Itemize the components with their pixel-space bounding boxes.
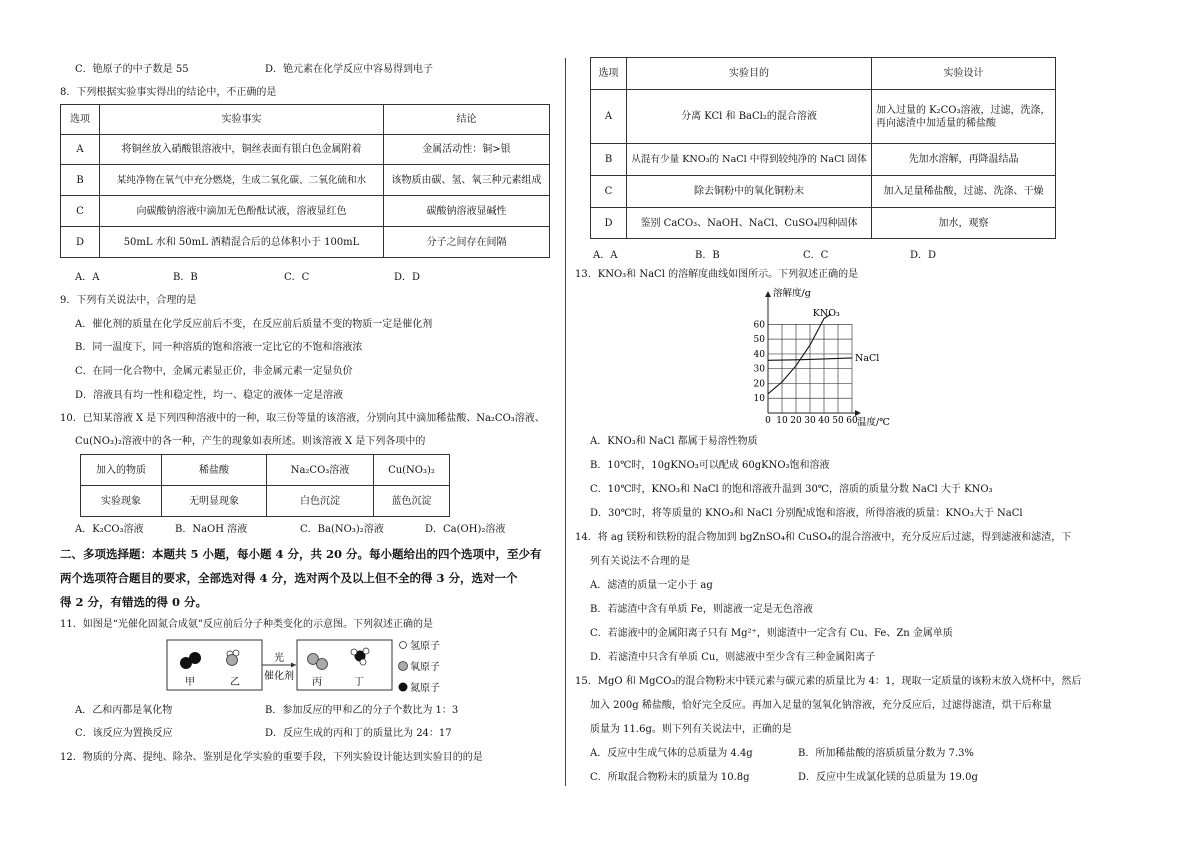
table-header: 实验设计 bbox=[872, 58, 1056, 90]
q13-option-d: D．30℃时，将等质量的 KNO₃和 NaCl 分别配成饱和溶液，所得溶液的质量：KNO₃大于 NaCl bbox=[590, 508, 1023, 519]
nitrogen-atom-icon bbox=[399, 683, 408, 692]
table-cell: 将铜丝放入硝酸银溶液中，铜丝表面有银白色金属附着 bbox=[100, 135, 384, 165]
q11-option-a: A．乙和丙都是氧化物 bbox=[75, 705, 173, 716]
q7-option-c: C．铯原子的中子数是 55 bbox=[75, 64, 189, 75]
q8-option-b: B．B bbox=[173, 272, 198, 283]
q15-option-d: D．反应中生成氯化镁的总质量为 19.0g bbox=[798, 772, 978, 783]
q10-stem-line2: Cu(NO₃)₂溶液中的各一种，产生的现象如表所述。则该溶液 X 是下列各项中的 bbox=[75, 436, 426, 447]
q9-option-c: C．在同一化合物中，金属元素显正价，非金属元素一定显负价 bbox=[75, 366, 353, 377]
chart-grid bbox=[768, 324, 852, 413]
q11-option-d: D．反应生成的丙和丁的质量比为 24：17 bbox=[265, 728, 452, 739]
q9-stem: 9．下列有关说法中，合理的是 bbox=[60, 295, 197, 306]
table-header: 选项 bbox=[591, 58, 627, 90]
x-tick-label: 20 bbox=[790, 416, 802, 426]
legend-nitrogen: 氮原子 bbox=[410, 683, 440, 694]
table-cell: A bbox=[61, 135, 100, 165]
y-tick-label: 30 bbox=[753, 364, 765, 375]
q8-option-d: D．D bbox=[394, 272, 421, 283]
x-tick-label: 40 bbox=[818, 416, 830, 426]
q15-stem-line1: 15．MgO 和 MgCO₃的混合物粉末中镁元素与碳元素的质量比为 4：1，现取一定质量的该粉末放入烧杯中，然后 bbox=[575, 676, 1082, 687]
table-row bbox=[591, 208, 1056, 239]
molecule-yi-icon bbox=[227, 650, 240, 666]
table-cell: 白色沉淀 bbox=[267, 486, 374, 517]
table-cell: 分子之间存在间隔 bbox=[384, 227, 550, 258]
chart-x-axis-label: 温度/℃ bbox=[857, 417, 890, 428]
q10-table bbox=[80, 454, 450, 517]
table-cell: 实验现象 bbox=[81, 486, 162, 517]
q15-option-a: A．反应中生成气体的总质量为 4.4g bbox=[590, 748, 753, 759]
table-header: 选项 bbox=[61, 105, 100, 135]
series-label: KNO₃ bbox=[812, 308, 840, 319]
oxygen-atom-icon bbox=[399, 662, 408, 671]
table-header: 实验事实 bbox=[100, 105, 384, 135]
table-cell: 先加水溶解，再降温结晶 bbox=[872, 144, 1056, 176]
q15-option-b: B．所加稀盐酸的溶质质量分数为 7.3% bbox=[798, 748, 974, 759]
chart-y-axis-label: 溶解度/g bbox=[773, 288, 811, 299]
table-cell: 鉴别 CaCO₃、NaOH、NaCl、CuSO₄四种固体 bbox=[627, 208, 872, 239]
x-tick-label: 60 bbox=[846, 416, 858, 426]
q10-stem-line1: 10．已知某溶液 X 是下列四种溶液中的一种，取三份等量的该溶液，分别向其中滴加稀盐酸、Na₂CO₃溶液、 bbox=[60, 413, 545, 424]
table-row bbox=[61, 227, 550, 258]
solubility-chart bbox=[735, 284, 895, 432]
section2-instruction-line3: 得 2 分，有错选的得 0 分。 bbox=[60, 595, 208, 609]
series-label: NaCl bbox=[855, 352, 880, 364]
q10-option-b: B．NaOH 溶液 bbox=[175, 524, 248, 535]
table-row bbox=[591, 90, 1056, 144]
q11-option-b: B．参加反应的甲和乙的分子个数比为 1：3 bbox=[265, 705, 459, 716]
q10-option-c: C．Ba(NO₃)₂溶液 bbox=[300, 524, 384, 535]
table-cell: C bbox=[591, 176, 627, 208]
x-tick-label: 10 bbox=[776, 416, 788, 426]
table-header: 稀盐酸 bbox=[162, 455, 267, 486]
table-cell: 加入足量稀盐酸，过滤、洗涤、干燥 bbox=[872, 176, 1056, 208]
q15-option-c: C．所取混合物粉末的质量为 10.8g bbox=[590, 772, 750, 783]
table-row bbox=[591, 144, 1056, 176]
q8-option-c: C．C bbox=[284, 272, 310, 283]
table-cell: 该物质由碳、氢、氧三种元素组成 bbox=[384, 165, 550, 196]
table-cell: 加水，观察 bbox=[872, 208, 1056, 239]
table-cell: 50mL 水和 50mL 酒精混合后的总体积小于 100mL bbox=[100, 227, 384, 258]
q12-table bbox=[590, 57, 1056, 239]
q10-option-a: A．K₂CO₃溶液 bbox=[75, 524, 144, 535]
x-tick-label: 50 bbox=[832, 416, 844, 426]
q12-option-b: B．B bbox=[695, 250, 720, 261]
catalyst-label: 催化剂 bbox=[264, 671, 294, 682]
q9-option-d: D．溶液具有均一性和稳定性，均一、稳定的液体一定是溶液 bbox=[75, 390, 344, 401]
q10-option-d: D．Ca(OH)₂溶液 bbox=[425, 524, 506, 535]
y-tick-label: 10 bbox=[753, 394, 765, 405]
table-header-row bbox=[591, 58, 1056, 90]
table-header: 加入的物质 bbox=[81, 455, 162, 486]
chart-series bbox=[768, 308, 879, 394]
legend-oxygen: 氧原子 bbox=[410, 662, 440, 673]
q13-option-a: A．KNO₃和 NaCl 都属于易溶性物质 bbox=[590, 436, 758, 447]
q15-stem-line2: 加入 200g 稀盐酸，恰好完全反应。再加入足量的氢氧化钠溶液，充分反应后，过滤得滤渣，烘干后称量 bbox=[590, 700, 1052, 711]
q15-stem-line3: 质量为 11.6g。则下列有关说法中，正确的是 bbox=[590, 724, 792, 735]
light-label: 光 bbox=[274, 653, 284, 664]
q14-option-a: A．滤渣的质量一定小于 ag bbox=[590, 580, 713, 591]
q12-option-c: C．C bbox=[803, 250, 829, 261]
table-header-row bbox=[81, 455, 450, 486]
x-tick-label: 0 bbox=[765, 416, 771, 426]
q14-option-c: C．若滤液中的金属阳离子只有 Mg²⁺，则滤渣中一定含有 Cu、Fe、Zn 金属单质 bbox=[590, 628, 953, 639]
table-header-row bbox=[61, 105, 550, 135]
table-cell: C bbox=[61, 196, 100, 227]
x-tick-label: 30 bbox=[804, 416, 816, 426]
table-cell: B bbox=[61, 165, 100, 196]
legend-hydrogen: 氢原子 bbox=[410, 641, 440, 652]
table-cell: 碳酸钠溶液显碱性 bbox=[384, 196, 550, 227]
q13-option-c: C．10℃时，KNO₃和 NaCl 的饱和溶液升温到 30℃，溶质的质量分数 NaCl 大于 KNO₃ bbox=[590, 484, 993, 495]
table-row bbox=[61, 135, 550, 165]
q11-option-c: C．该反应为置换反应 bbox=[75, 728, 173, 739]
table-cell: B bbox=[591, 144, 627, 176]
q8-stem: 8．下列根据实验事实得出的结论中，不正确的是 bbox=[60, 87, 277, 98]
table-cell: D bbox=[61, 227, 100, 258]
section2-instruction-line2: 两个选项符合题目的要求，全部选对得 4 分，选对两个及以上但不全的得 3 分，选对一个 bbox=[60, 571, 518, 585]
molecule-bing-icon bbox=[308, 654, 328, 670]
label-ding: 丁 bbox=[354, 677, 364, 688]
table-cell: 金属活动性：铜>银 bbox=[384, 135, 550, 165]
y-tick-label: 40 bbox=[753, 349, 765, 360]
section2-instruction-line1: 二、多项选择题：本题共 5 小题，每小题 4 分，共 20 分。每小题给出的四个选项中，至少有 bbox=[60, 547, 542, 561]
y-tick-label: 60 bbox=[753, 320, 765, 331]
table-cell: D bbox=[591, 208, 627, 239]
label-jia: 甲 bbox=[185, 677, 195, 688]
q8-table bbox=[60, 104, 550, 258]
hydrogen-atom-icon bbox=[400, 642, 407, 649]
molecule-ding-icon bbox=[351, 648, 369, 665]
table-row bbox=[591, 176, 1056, 208]
table-cell: A bbox=[591, 90, 627, 144]
q12-stem: 12．物质的分离、提纯、除杂、鉴别是化学实验的重要手段，下列实验设计能达到实验目的的是 bbox=[60, 752, 483, 763]
table-cell: 除去铜粉中的氧化铜粉末 bbox=[627, 176, 872, 208]
q13-option-b: B．10℃时，10gKNO₃可以配成 60gKNO₃饱和溶液 bbox=[590, 460, 830, 471]
q14-stem-line1: 14．将 ag 镁粉和铁粉的混合物加到 bgZnSO₄和 CuSO₄的混合溶液中，充分反应后过滤，得到滤液和滤渣，下 bbox=[575, 532, 1072, 543]
table-header: 结论 bbox=[384, 105, 550, 135]
q12-option-d: D．D bbox=[910, 250, 937, 261]
arrowhead bbox=[291, 663, 296, 668]
label-bing: 丙 bbox=[312, 677, 322, 688]
chart-tick-labels bbox=[754, 320, 858, 426]
q9-option-a: A．催化剂的质量在化学反应前后不变，在反应前后质量不变的物质一定是催化剂 bbox=[75, 319, 433, 330]
table-row bbox=[81, 486, 450, 517]
table-row bbox=[61, 165, 550, 196]
table-header: 实验目的 bbox=[627, 58, 872, 90]
table-cell: 某纯净物在氧气中充分燃烧，生成二氧化碳、二氧化硫和水 bbox=[100, 165, 384, 196]
table-row bbox=[61, 196, 550, 227]
table-cell: 从混有少量 KNO₃的 NaCl 中得到较纯净的 NaCl 固体 bbox=[627, 144, 872, 176]
q14-stem-line2: 列有关说法不合理的是 bbox=[590, 556, 690, 567]
q9-option-b: B．同一温度下，同一种溶质的饱和溶液一定比它的不饱和溶液浓 bbox=[75, 342, 363, 353]
column-divider bbox=[565, 58, 566, 786]
molecule-jia-icon bbox=[180, 652, 201, 669]
table-cell: 蓝色沉淀 bbox=[374, 486, 450, 517]
table-cell: 加入过量的 K₂CO₃溶液，过滤，洗涤，再向滤渣中加适量的稀盐酸 bbox=[872, 90, 1056, 144]
q14-option-d: D．若滤渣中只含有单质 Cu，则滤液中至少含有三种金属阳离子 bbox=[590, 652, 876, 663]
q14-option-b: B．若滤渣中含有单质 Fe，则滤液一定是无色溶液 bbox=[590, 604, 813, 615]
q8-option-a: A．A bbox=[75, 272, 100, 283]
table-cell: 分离 KCl 和 BaCl₂的混合溶液 bbox=[627, 90, 872, 144]
y-tick-label: 20 bbox=[753, 379, 765, 390]
q11-stem: 11．如图是“光催化固氮合成氨”反应前后分子种类变化的示意图。下列叙述正确的是 bbox=[60, 619, 433, 630]
table-cell: 向碳酸钠溶液中滴加无色酚酞试液，溶液显红色 bbox=[100, 196, 384, 227]
q12-option-a: A．A bbox=[593, 250, 618, 261]
label-yi: 乙 bbox=[230, 677, 240, 688]
y-tick-label: 50 bbox=[753, 335, 765, 346]
table-header: Cu(NO₃)₂ bbox=[374, 455, 450, 486]
table-header: Na₂CO₃溶液 bbox=[267, 455, 374, 486]
q13-stem: 13．KNO₃和 NaCl 的溶解度曲线如图所示。下列叙述正确的是 bbox=[575, 269, 859, 280]
q11-reaction-diagram bbox=[165, 636, 465, 696]
table-cell: 无明显现象 bbox=[162, 486, 267, 517]
q7-option-d: D．铯元素在化学反应中容易得到电子 bbox=[265, 64, 434, 75]
